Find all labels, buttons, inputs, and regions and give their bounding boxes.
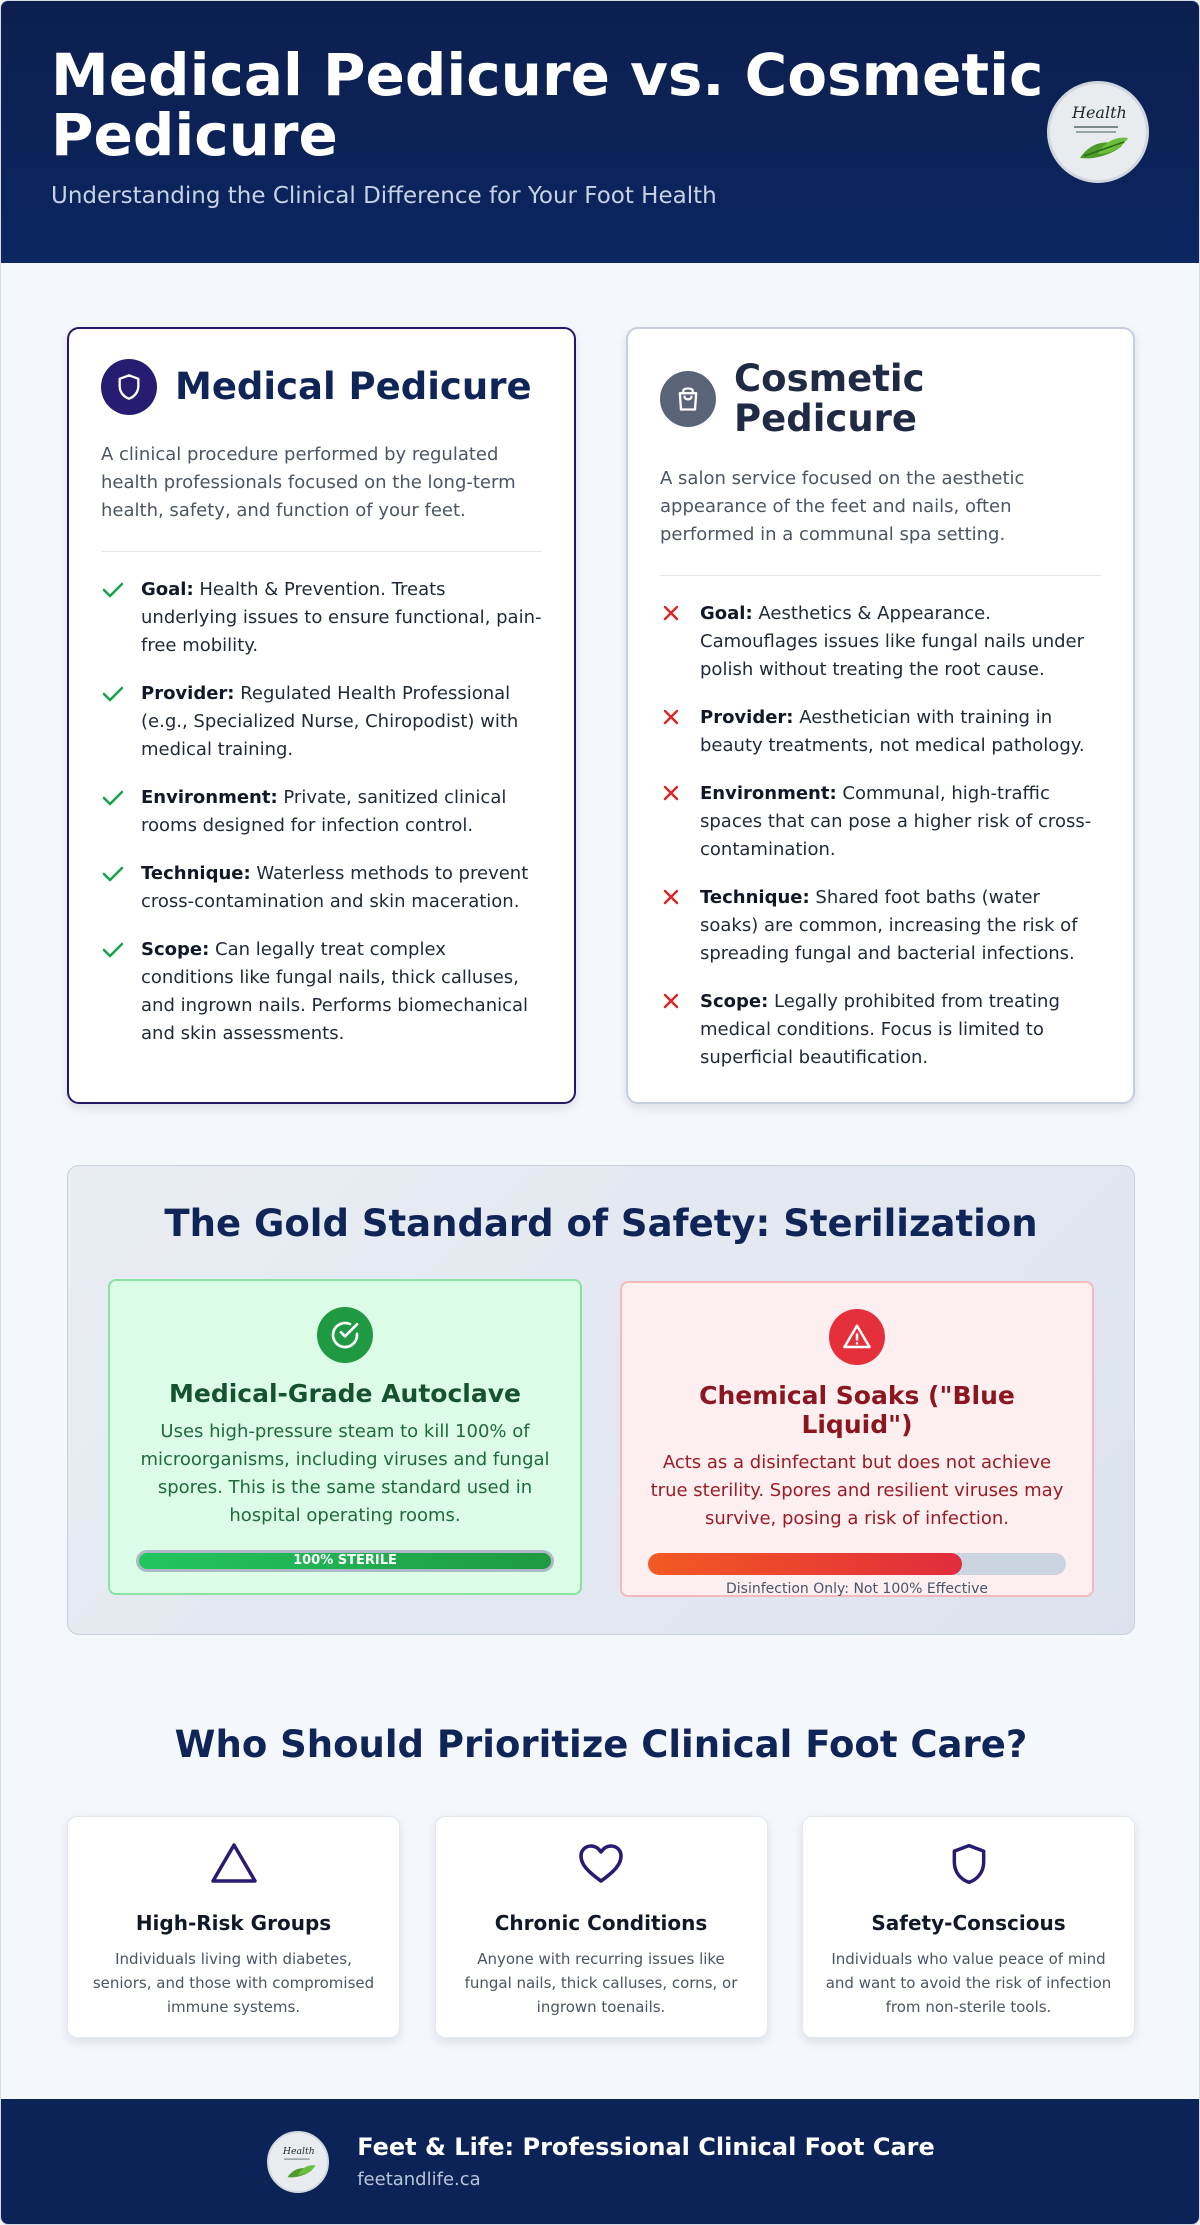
point-text: Legally prohibited from treating medical conditions. Focus is limited to superficial beautification.	[700, 991, 1060, 1068]
medical-pedicure-card	[67, 327, 576, 1104]
point-label: Environment:	[141, 787, 278, 808]
cosmetic-pedicure-card	[626, 327, 1135, 1104]
list-item	[660, 704, 1101, 760]
disinfection-progress-bar	[648, 1553, 1066, 1575]
who-card-chronic	[435, 1816, 768, 2038]
footer-link[interactable]: feetandlife.ca	[357, 2169, 481, 2190]
point-text: Health & Prevention. Treats underlying issues to ensure functional, pain-free mobility.	[141, 579, 542, 656]
cosmetic-card-title: Cosmetic Pedicure	[734, 357, 925, 440]
sterilization-section	[67, 1165, 1135, 1635]
footer-title: Feet & Life: Professional Clinical Foot Care	[357, 2133, 935, 2161]
shield-icon	[825, 1841, 1112, 1891]
list-item	[101, 860, 542, 916]
point-label: Technique:	[700, 887, 810, 908]
who-section	[67, 1723, 1135, 2038]
who-card-text: Individuals who value peace of mind and want to avoid the risk of infection from non-sterile tools.	[825, 1950, 1112, 2016]
list-item	[101, 936, 542, 1048]
point-label: Provider:	[700, 707, 794, 728]
cosmetic-points-list	[660, 600, 1101, 1072]
disinfection-caption: Disinfection Only: Not 100% Effective	[726, 1581, 988, 1597]
list-item	[101, 784, 542, 840]
point-text: Waterless methods to prevent cross-contamination and skin maceration.	[141, 863, 529, 912]
sterility-bar-label: 100% STERILE	[139, 1553, 551, 1569]
leaf-logo-icon	[267, 2131, 329, 2193]
list-item	[660, 988, 1101, 1072]
page-title: Medical Pedicure vs. Cosmetic Pedicure	[51, 41, 1044, 169]
who-card-text: Anyone with recurring issues like fungal nails, thick calluses, corns, or ingrown toenails.	[464, 1950, 738, 2016]
medical-card-description: A clinical procedure performed by regulated health professionals focused on the long-term health, safety, and function of your feet.	[101, 441, 542, 552]
page-subtitle: Understanding the Clinical Difference for Your Foot Health	[51, 183, 717, 209]
who-card-title: High-Risk Groups	[135, 1911, 332, 1935]
cosmetic-card-description: A salon service focused on the aesthetic appearance of the feet and nails, often performed in a communal spa setting.	[660, 465, 1101, 576]
point-label: Scope:	[141, 939, 210, 960]
medical-points-list	[101, 576, 542, 1048]
leaf-logo-icon	[1047, 81, 1149, 183]
point-text: Shared foot baths (water soaks) are common, increasing the risk of spreading fungal and bacterial infections.	[700, 887, 1078, 964]
chemical-soak-box	[620, 1281, 1094, 1597]
check-icon	[101, 680, 127, 764]
point-text: Communal, high-traffic spaces that can pose a higher risk of cross-contamination.	[700, 783, 1092, 860]
footer	[1, 2099, 1200, 2224]
comparison-section	[67, 327, 1135, 1104]
check-icon	[101, 784, 127, 840]
logo-text: Health	[283, 2145, 316, 2157]
check-icon	[101, 936, 127, 1048]
header	[1, 1, 1199, 263]
chemical-soak-title: Chemical Soaks ("Blue Liquid")	[699, 1381, 1015, 1439]
shield-icon	[101, 359, 157, 415]
point-label: Scope:	[700, 991, 769, 1012]
point-text: Aesthetics & Appearance. Camouflages issues like fungal nails under polish without treating the root cause.	[700, 603, 1085, 680]
triangle-icon	[90, 1841, 377, 1891]
who-card-title: Safety-Conscious	[871, 1911, 1066, 1935]
list-item	[660, 884, 1101, 968]
x-icon	[660, 600, 686, 684]
list-item	[660, 780, 1101, 864]
sterilization-title: The Gold Standard of Safety: Sterilization	[164, 1202, 1038, 1245]
who-title: Who Should Prioritize Clinical Foot Care?	[174, 1723, 1028, 1766]
who-card-text: Individuals living with diabetes, seniors, and those with compromised immune systems.	[92, 1950, 375, 2016]
check-icon	[101, 860, 127, 916]
check-circle-icon	[317, 1307, 373, 1363]
point-label: Provider:	[141, 683, 235, 704]
point-label: Goal:	[141, 579, 194, 600]
warning-triangle-icon	[829, 1309, 885, 1365]
list-item	[660, 600, 1101, 684]
point-label: Goal:	[700, 603, 753, 624]
shopping-bag-icon	[660, 371, 716, 427]
x-icon	[660, 884, 686, 968]
point-label: Environment:	[700, 783, 837, 804]
point-text: Regulated Health Professional (e.g., Specialized Nurse, Chiropodist) with medical training.	[141, 683, 519, 760]
list-item	[101, 680, 542, 764]
x-icon	[660, 780, 686, 864]
who-card-title: Chronic Conditions	[494, 1911, 708, 1935]
x-icon	[660, 704, 686, 760]
check-icon	[101, 576, 127, 660]
logo-text: Health	[1072, 103, 1127, 122]
disinfection-bar-fill	[648, 1553, 962, 1575]
chemical-soak-text: Acts as a disinfectant but does not achieve true sterility. Spores and resilient viruses may survive, posing a risk of infection.	[650, 1452, 1064, 1529]
medical-card-title: Medical Pedicure	[175, 365, 532, 408]
autoclave-text: Uses high-pressure steam to kill 100% of microorganisms, including viruses and fungal spores. This is the same standard used in hospital operating rooms.	[140, 1421, 550, 1526]
point-text: Can legally treat complex conditions like fungal nails, thick calluses, and ingrown nails. Performs biomechanical and skin assessments.	[141, 939, 529, 1044]
who-card-safety	[802, 1816, 1135, 2038]
autoclave-box	[108, 1279, 582, 1595]
sterility-progress-bar	[136, 1550, 554, 1572]
x-icon	[660, 988, 686, 1072]
heart-icon	[458, 1841, 745, 1891]
point-text: Aesthetician with training in beauty treatments, not medical pathology.	[700, 707, 1085, 756]
point-label: Technique:	[141, 863, 251, 884]
autoclave-title: Medical-Grade Autoclave	[169, 1379, 521, 1408]
who-card-high-risk	[67, 1816, 400, 2038]
list-item	[101, 576, 542, 660]
point-text: Private, sanitized clinical rooms designed for infection control.	[141, 787, 507, 836]
